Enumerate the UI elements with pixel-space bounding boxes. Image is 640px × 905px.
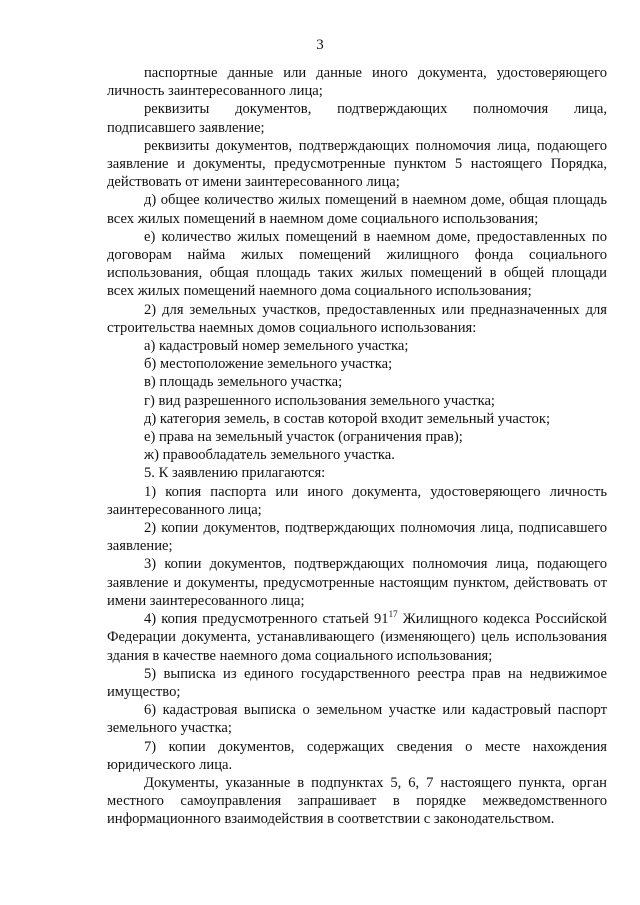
paragraph-submitter-requisites: реквизиты документов, подтверждающих полномочия лица, подающего заявление и документы, предусмотренные пунктом 5 настоящего Порядка, действовать от имени заинтересованного лица; [107, 137, 607, 191]
paragraph-attachment-3: 3) копии документов, подтверждающих полномочия лица, подающего заявление и документы, предусмотренные настоящим пунктом, действовать от имени заинтересованного лица; [107, 556, 607, 609]
paragraph-signer-requisites: реквизиты документов, подтверждающих полномочия лица, подписавшего заявление; [107, 101, 607, 136]
paragraph-attachment-7: 7) копии документов, содержащих сведения о месте нахождения юридического лица. [107, 738, 607, 773]
paragraph-attachment-1: 1) копия паспорта или иного документа, удостоверяющего личность заинтересованного лица; [107, 483, 607, 518]
paragraph-section-5-heading: 5. К заявлению прилагаются: [144, 465, 326, 482]
paragraph-item-e-rented-rooms: е) количество жилых помещений в наемном доме, предоставленных по договорам найма жилых помещений жилищного фонда социального использования, общая площадь таких жилых помещений в общей площади всех жилых помещений наемного дома социального использования; [107, 228, 607, 300]
document-body [107, 64, 607, 829]
paragraph-attachment-2: 2) копии документов, подтверждающих полномочия лица, подписавшего заявление; [107, 520, 607, 555]
paragraph-item-d-total-rooms: д) общее количество жилых помещений в наемном доме, общая площадь всех жилых помещений в наемном доме социального использования; [107, 192, 607, 227]
paragraph-cadastral-number: а) кадастровый номер земельного участка; [144, 338, 409, 355]
paragraph-passport-data: паспортные данные или данные иного документа, удостоверяющего личность заинтересованного лица; [107, 65, 607, 100]
paragraph-rightholder: ж) правообладатель земельного участка. [144, 447, 395, 464]
paragraph-location: б) местоположение земельного участка; [144, 356, 393, 373]
attachment-4-text-after: Жилищного кодекса Российской Федерации документа, устанавливающего (изменяющего) цель использования здания в качестве наемного дома социального использования; [107, 611, 607, 664]
paragraph-area: в) площадь земельного участка; [144, 374, 343, 391]
paragraph-interagency-request: Документы, указанные в подпунктах 5, 6, 7 настоящего пункта, орган местного самоуправления запрашивает в порядке межведомственного информационного взаимодействия в соответствии с законодательством. [107, 774, 607, 828]
page-number: 3 [316, 37, 324, 53]
paragraph-attachment-5: 5) выписка из единого государственного реестра прав на недвижимое имущество; [107, 665, 607, 700]
paragraph-permitted-use: г) вид разрешенного использования земельного участка; [144, 392, 495, 409]
paragraph-land-rights: е) права на земельный участок (ограничения прав); [144, 429, 463, 446]
attachment-4-text-before: 4) копия предусмотренного статьей 91 [144, 611, 389, 628]
paragraph-attachment-4 [107, 610, 607, 665]
paragraph-land-plots: 2) для земельных участков, предоставленных или предназначенных для строительства наемных домов социального использования: [107, 301, 607, 336]
paragraph-attachment-6: 6) кадастровая выписка о земельном участке или кадастровый паспорт земельного участка; [107, 702, 607, 737]
paragraph-land-category: д) категория земель, в состав которой входит земельный участок; [144, 410, 551, 427]
article-superscript: 17 [388, 609, 398, 620]
